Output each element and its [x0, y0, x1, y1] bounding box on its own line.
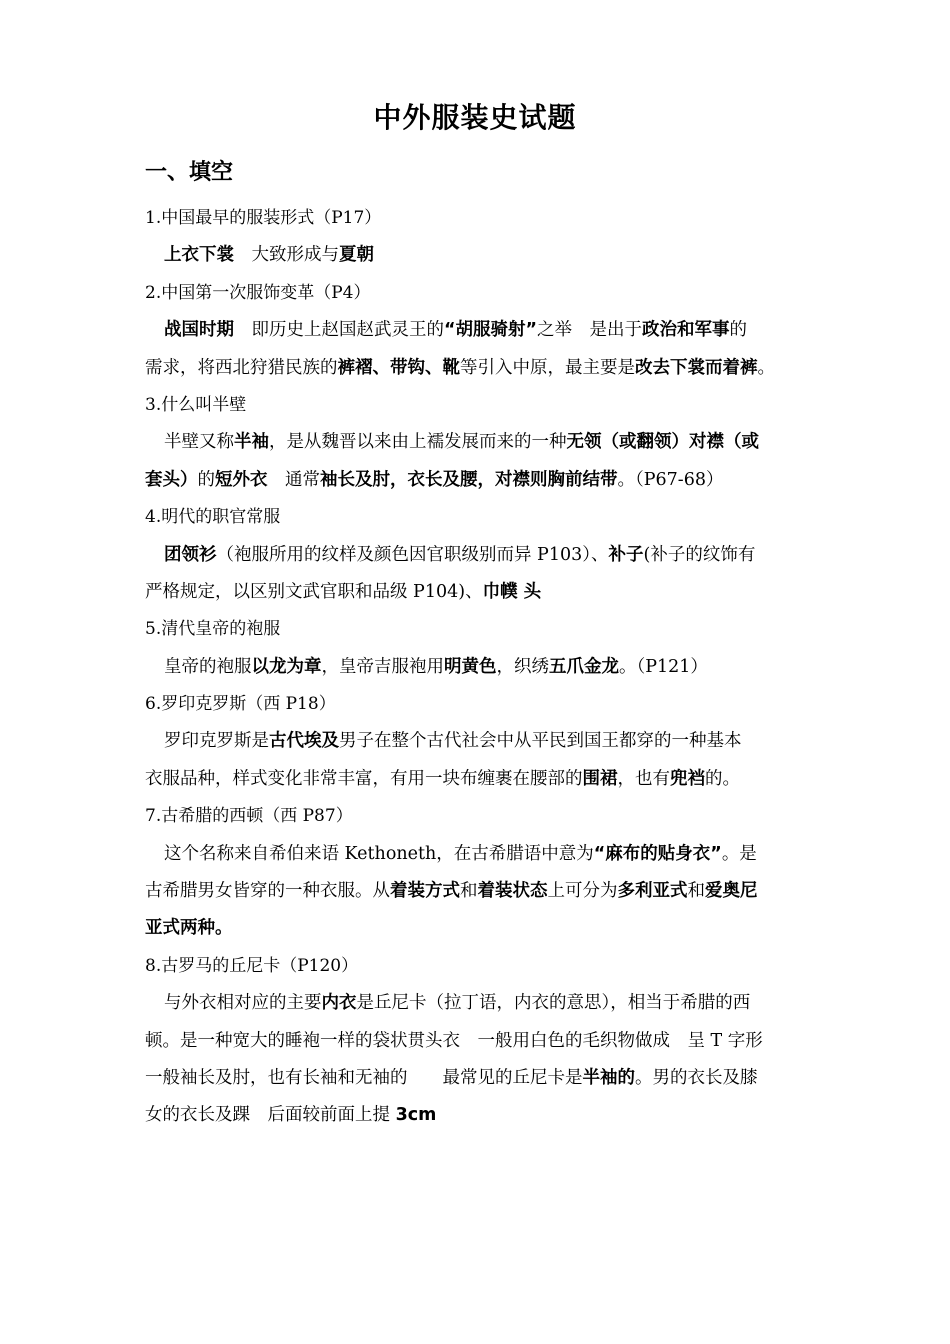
text: 1.中国最早的服装形式（P17）: [145, 208, 382, 228]
answer-line: [145, 649, 817, 686]
answer-line: [145, 537, 817, 574]
text: 衣服品种，样式变化非常丰富，有用一块布缠裹在腰部的: [145, 768, 583, 789]
text: 8.古罗马的丘尼卡（P120）: [145, 955, 359, 976]
bold-text: 半袖: [234, 432, 269, 453]
text: 。男的衣长及膝: [635, 1067, 758, 1088]
bold-text: “胡服骑射”: [444, 320, 538, 341]
bold-text: 无领（或翻领）对襟（或: [566, 432, 759, 453]
text: 。: [757, 357, 775, 378]
text: 是丘尼卡（拉丁语，内衣的意思），相当于希腊的西: [356, 993, 751, 1014]
answer-line: [145, 761, 817, 798]
text: 女的衣长及踝 后面较前面上提: [145, 1105, 396, 1126]
text: 这个名称来自希伯来语 Kethoneth，在古希腊语中意为: [164, 843, 594, 864]
answer-line: [145, 424, 817, 461]
answer-line: [145, 723, 817, 760]
text: 之举 是出于: [537, 320, 643, 341]
bold-text: 巾: [482, 581, 501, 602]
bold-text: 短外衣: [215, 469, 268, 490]
question-line: [145, 200, 817, 237]
bold-text: 政治和军事: [642, 320, 730, 341]
question-line: [145, 948, 817, 985]
text: 3.什么叫半壁: [145, 394, 247, 415]
question-line: [145, 275, 817, 312]
text: 大致形成与: [234, 245, 339, 266]
answer-line: [145, 237, 817, 274]
answer-line: [145, 574, 817, 611]
bold-text: 五爪金龙: [549, 656, 619, 677]
bold-text: 明黄色: [444, 656, 497, 677]
answer-line: [145, 910, 817, 947]
section-heading: 一、填空: [145, 160, 234, 185]
bold-text: 团领衫: [164, 544, 217, 565]
text: 6.罗印克罗斯（西 P18）: [145, 694, 336, 715]
text: 男子在整个古代社会中从平民到国王都穿的一种基本: [339, 731, 742, 752]
text: 的。: [705, 768, 740, 789]
question-line: [145, 499, 817, 536]
answer-line: [145, 1060, 817, 1097]
question-line: [145, 686, 817, 723]
text: 7.古希腊的西顿（西 P87）: [145, 806, 353, 827]
answer-line: [145, 836, 817, 873]
bold-text: 古代埃及: [269, 731, 339, 752]
text: 。（P121）: [619, 656, 708, 677]
bold-text: 着装状态: [477, 881, 548, 902]
text: 和: [460, 881, 478, 902]
text: 的: [197, 469, 215, 490]
text: 。是: [721, 843, 757, 864]
text: 古希腊男女皆穿的一种衣服。从: [145, 881, 390, 902]
bold-text: 以龙为章: [251, 656, 322, 677]
bold-text: 夏朝: [339, 245, 374, 266]
answer-line: [145, 985, 817, 1022]
bold-text: 着装方式: [390, 881, 460, 902]
text: 皇帝的袍服: [164, 656, 252, 677]
bold-text: 幞: [500, 581, 518, 602]
question-line: [145, 611, 817, 648]
answer-line: [145, 873, 817, 910]
text: 。（P67-68）: [617, 469, 724, 490]
bold-text: 围裙: [582, 768, 618, 789]
text: 需求，将西北狩猎民族的: [145, 357, 338, 378]
bold-text: 兜裆: [670, 768, 705, 789]
bold-text: 袖长及肘，衣长及腰，对襟则胸前结带: [320, 469, 618, 490]
answer-line: [145, 350, 817, 387]
bold-text: 战国时期: [164, 320, 234, 341]
question-line: [145, 798, 817, 835]
text: 严格规定，以区别文武官职和品级 P104)、: [145, 581, 483, 602]
page-title: 中外服装史试题: [373, 101, 577, 134]
answer-line: [145, 1097, 817, 1134]
bold-text: 多利亚式: [617, 881, 688, 902]
text: ，织绣: [496, 656, 549, 677]
text: 顿。是一种宽大的睡袍一样的袋状贯头衣 一般用白色的毛织物做成 呈 T 字形: [145, 1030, 763, 1051]
text: ，也有: [617, 768, 670, 789]
text: 的: [729, 320, 748, 341]
question-line: [145, 387, 817, 424]
text: （袍服所用的纹样及颜色因官职级别而异 P103）、: [216, 544, 609, 565]
bold-text: 半袖的: [582, 1067, 635, 1088]
bold-text: 裤褶、带钩、靴: [337, 357, 460, 378]
text: ，是从魏晋以来由上襦发展而来的一种: [269, 432, 567, 453]
text: 即历史上赵国赵武灵王的: [234, 320, 444, 341]
text: 一般袖长及肘，也有长袖和无袖的 最常见的丘尼卡是: [145, 1067, 583, 1088]
text: 5.清代皇帝的袍服: [145, 619, 281, 640]
answer-line: [145, 312, 817, 349]
bold-text: 头: [517, 581, 542, 602]
bold-text: 改去下裳而着裤: [635, 357, 758, 378]
answer-line: [145, 1023, 817, 1060]
document-body: [145, 200, 817, 1135]
text: 半壁又称: [164, 432, 234, 453]
bold-text: 上衣下裳: [164, 245, 234, 266]
text: 等引入中原，最主要是: [460, 357, 635, 378]
bold-text: 3cm: [395, 1105, 437, 1126]
text: 2.中国第一次服饰变革（P4）: [145, 282, 371, 303]
text: 罗印克罗斯是: [164, 731, 269, 752]
text: 与外衣相对应的主要: [164, 993, 322, 1014]
bold-text: 亚式两种。: [145, 918, 233, 939]
text: (补子的纹饰有: [643, 544, 756, 565]
text: ，皇帝吉服袍用: [321, 656, 444, 677]
bold-text: “麻布的贴身衣”: [593, 843, 722, 864]
answer-line: [145, 462, 817, 499]
text: 和: [687, 881, 705, 902]
bold-text: 套头）: [145, 469, 198, 490]
bold-text: 补子: [608, 544, 644, 565]
bold-text: 内衣: [321, 993, 357, 1014]
bold-text: 爱奥尼: [705, 881, 758, 902]
text: 4.明代的职官常服: [145, 507, 281, 528]
text: 上可分为: [547, 881, 618, 902]
text: 通常: [267, 469, 320, 490]
